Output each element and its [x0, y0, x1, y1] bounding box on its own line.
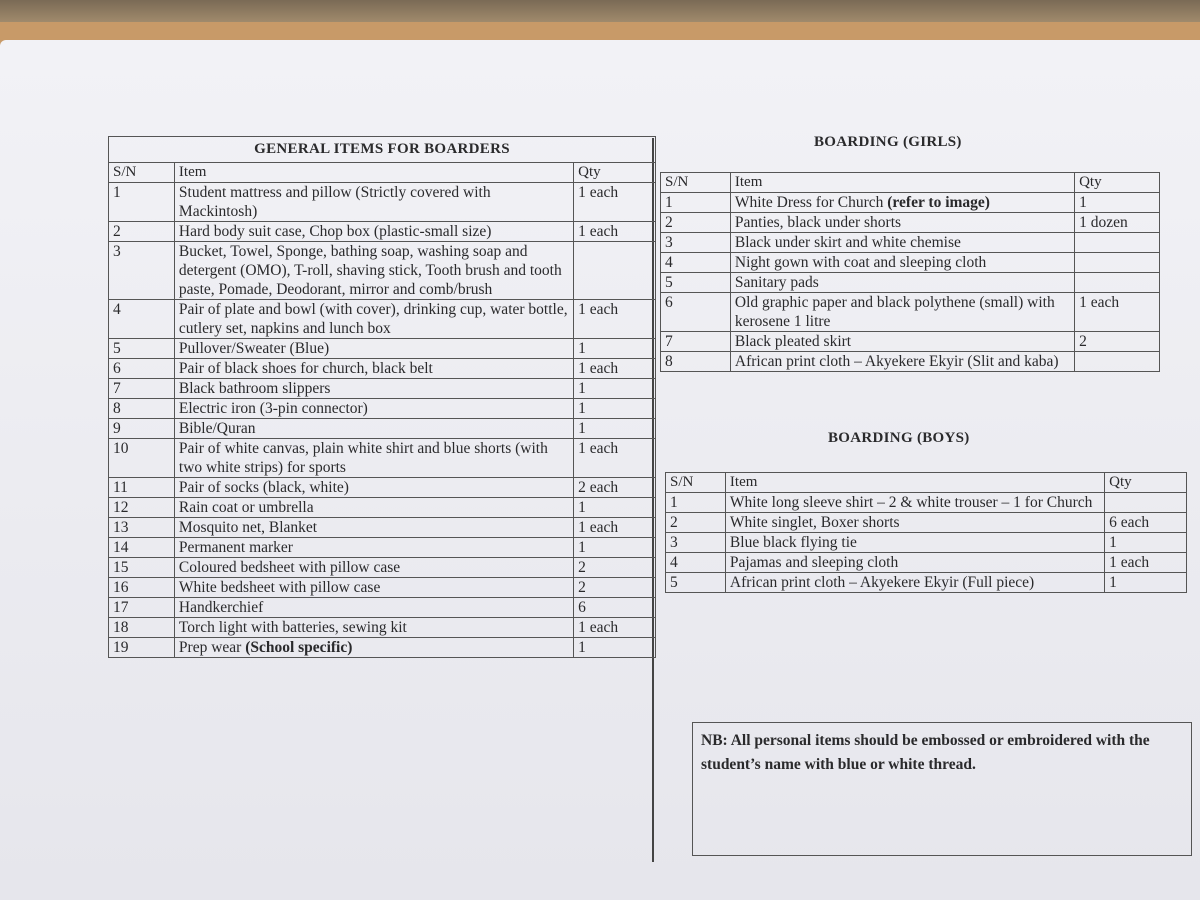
- row-item: [730, 293, 1074, 332]
- row-item: [725, 493, 1104, 513]
- row-qty: 6 each: [1105, 513, 1187, 533]
- row-item: [174, 598, 573, 618]
- row-item: [174, 578, 573, 598]
- row-sn: 9: [109, 419, 175, 439]
- row-item-text: Blue black flying tie: [729, 534, 857, 551]
- row-item-text: White singlet, Boxer shorts: [729, 514, 900, 531]
- header-qty: Qty: [574, 163, 656, 183]
- row-qty: 6: [574, 598, 656, 618]
- row-item: [730, 352, 1074, 372]
- row-item: [174, 242, 573, 300]
- row-qty: 2: [574, 558, 656, 578]
- boys-items-table: [665, 472, 1187, 593]
- row-qty: 1 each: [574, 618, 656, 638]
- table-row: [109, 598, 656, 618]
- row-item-text: White long sleeve shirt – 2 & white trouser – 1 for Church: [729, 494, 1093, 511]
- note-box: [692, 722, 1192, 856]
- row-qty: 1: [1105, 533, 1187, 553]
- row-item-text: Student mattress and pillow (Strictly covered with Mackintosh): [178, 184, 491, 220]
- row-item: [174, 638, 573, 658]
- table-header-row: [666, 473, 1187, 493]
- row-sn: 11: [109, 478, 175, 498]
- row-sn: 1: [661, 193, 731, 213]
- row-qty: 1 each: [574, 518, 656, 538]
- row-item: [174, 183, 573, 222]
- row-item-text: Pair of socks (black, white): [178, 479, 349, 496]
- row-item: [730, 332, 1074, 352]
- row-sn: 2: [661, 213, 731, 233]
- row-item: [174, 359, 573, 379]
- header-sn: S/N: [109, 163, 175, 183]
- table-row: [666, 553, 1187, 573]
- row-item-text: Rain coat or umbrella: [178, 499, 314, 516]
- row-qty: 1: [574, 498, 656, 518]
- row-item: [174, 498, 573, 518]
- row-qty: 2 each: [574, 478, 656, 498]
- table-row: [109, 339, 656, 359]
- table-row: [109, 518, 656, 538]
- row-item: [174, 379, 573, 399]
- row-qty: 1 each: [574, 359, 656, 379]
- table-row: [666, 493, 1187, 513]
- row-qty: 1: [1105, 573, 1187, 593]
- row-item: [730, 273, 1074, 293]
- row-sn: 12: [109, 498, 175, 518]
- row-item: [174, 222, 573, 242]
- table-row: [109, 359, 656, 379]
- row-item-text: Pajamas and sleeping cloth: [729, 554, 899, 571]
- row-item-text: Bucket, Towel, Sponge, bathing soap, washing soap and detergent (OMO), T-roll, shaving stick, Tooth brush and tooth paste, Pomade, Deodorant, mirror and comb/brush: [178, 243, 562, 298]
- row-item-text: Coloured bedsheet with pillow case: [178, 559, 401, 576]
- row-item-text: White bedsheet with pillow case: [178, 579, 381, 596]
- row-qty: 1 dozen: [1075, 213, 1160, 233]
- row-item-text: Pullover/Sweater (Blue): [178, 340, 330, 357]
- row-item: [174, 558, 573, 578]
- table-row: [109, 399, 656, 419]
- table-row: [109, 222, 656, 242]
- row-qty: 1 each: [1075, 293, 1160, 332]
- row-sn: 2: [666, 513, 726, 533]
- table-row: [666, 573, 1187, 593]
- table-row: [661, 213, 1160, 233]
- row-item-text: Black pleated skirt: [734, 333, 852, 350]
- row-item-text: Torch light with batteries, sewing kit: [178, 619, 407, 636]
- row-item: [730, 253, 1074, 273]
- row-item-text: Hard body suit case, Chop box (plastic-small size): [178, 223, 492, 240]
- row-qty: 1 each: [574, 222, 656, 242]
- row-sn: 3: [661, 233, 731, 253]
- row-item-text: Mosquito net, Blanket: [178, 519, 318, 536]
- row-sn: 10: [109, 439, 175, 478]
- general-items-table: [108, 136, 656, 658]
- row-item: [725, 533, 1104, 553]
- row-item: [174, 618, 573, 638]
- row-qty: [1075, 253, 1160, 273]
- table-row: [661, 253, 1160, 273]
- header-qty: Qty: [1105, 473, 1187, 493]
- row-qty: 1: [574, 379, 656, 399]
- row-qty: [1105, 493, 1187, 513]
- table-row: [666, 513, 1187, 533]
- table-row: [109, 478, 656, 498]
- table-row: [109, 578, 656, 598]
- row-item: [730, 193, 1074, 213]
- background-top: [0, 0, 1200, 22]
- row-item: [730, 233, 1074, 253]
- row-sn: 8: [109, 399, 175, 419]
- row-qty: [1075, 233, 1160, 253]
- row-qty: 1: [574, 538, 656, 558]
- row-item-text: Electric iron (3-pin connector): [178, 400, 368, 417]
- table-row: [661, 233, 1160, 253]
- general-items-title: GENERAL ITEMS FOR BOARDERS: [109, 137, 656, 163]
- row-item: [174, 300, 573, 339]
- row-sn: 2: [109, 222, 175, 242]
- row-sn: 3: [666, 533, 726, 553]
- row-item-text: Permanent marker: [178, 539, 293, 556]
- table-row: [109, 618, 656, 638]
- row-item: [174, 478, 573, 498]
- row-sn: 19: [109, 638, 175, 658]
- row-qty: [1075, 352, 1160, 372]
- row-sn: 16: [109, 578, 175, 598]
- row-item-text: Black under skirt and white chemise: [734, 234, 961, 251]
- row-qty: 1: [1075, 193, 1160, 213]
- row-sn: 6: [109, 359, 175, 379]
- row-qty: 1 each: [574, 183, 656, 222]
- row-item-text: Handkerchief: [178, 599, 264, 616]
- row-sn: 5: [666, 573, 726, 593]
- row-item: [725, 553, 1104, 573]
- row-item: [725, 573, 1104, 593]
- row-item-emphasis: (School specific): [245, 639, 353, 656]
- row-qty: [574, 242, 656, 300]
- header-item: Item: [174, 163, 573, 183]
- row-sn: 4: [109, 300, 175, 339]
- row-item-text: White Dress for Church: [734, 194, 884, 211]
- header-sn: S/N: [666, 473, 726, 493]
- table-row: [661, 293, 1160, 332]
- row-qty: 1 each: [1105, 553, 1187, 573]
- row-qty: 1 each: [574, 300, 656, 339]
- row-item-text: Bible/Quran: [178, 420, 256, 437]
- row-item: [174, 399, 573, 419]
- table-row: [109, 419, 656, 439]
- row-item-text: Old graphic paper and black polythene (small) with kerosene 1 litre: [734, 294, 1055, 330]
- row-item-text: Panties, black under shorts: [734, 214, 902, 231]
- table-row: [109, 300, 656, 339]
- row-item-text: Pair of black shoes for church, black belt: [178, 360, 433, 377]
- table-row: [666, 533, 1187, 553]
- table-row: [661, 273, 1160, 293]
- row-sn: 5: [661, 273, 731, 293]
- table-row: [109, 439, 656, 478]
- header-qty: Qty: [1075, 173, 1160, 193]
- row-item-text: Pair of plate and bowl (with cover), drinking cup, water bottle, cutlery set, napkins and lunch box: [178, 301, 568, 337]
- table-row: [109, 242, 656, 300]
- header-item: Item: [725, 473, 1104, 493]
- note-text: NB: All personal items should be embossed or embroidered with the student’s name with blue or white thread.: [701, 732, 1150, 773]
- row-sn: 5: [109, 339, 175, 359]
- header-sn: S/N: [661, 173, 731, 193]
- row-sn: 6: [661, 293, 731, 332]
- row-item-text: Pair of white canvas, plain white shirt and blue shorts (with two white strips) for sports: [178, 440, 548, 476]
- row-qty: 2: [574, 578, 656, 598]
- row-sn: 17: [109, 598, 175, 618]
- row-sn: 18: [109, 618, 175, 638]
- row-qty: 2: [1075, 332, 1160, 352]
- table-row: [109, 558, 656, 578]
- girls-section-title: BOARDING (GIRLS): [814, 134, 962, 150]
- row-item: [174, 439, 573, 478]
- row-qty: 1: [574, 399, 656, 419]
- row-item-text: Night gown with coat and sleeping cloth: [734, 254, 987, 271]
- row-qty: 1: [574, 638, 656, 658]
- row-sn: 3: [109, 242, 175, 300]
- header-item: Item: [730, 173, 1074, 193]
- row-item-text: Prep wear: [178, 639, 242, 656]
- girls-items-table: [660, 172, 1160, 372]
- row-sn: 15: [109, 558, 175, 578]
- table-row: [109, 498, 656, 518]
- row-item-text: Black bathroom slippers: [178, 380, 331, 397]
- table-row: [661, 352, 1160, 372]
- table-row: [661, 332, 1160, 352]
- row-sn: 14: [109, 538, 175, 558]
- table-row: [661, 193, 1160, 213]
- row-item: [174, 538, 573, 558]
- table-row: [109, 638, 656, 658]
- row-item: [730, 213, 1074, 233]
- row-sn: 8: [661, 352, 731, 372]
- table-row: [109, 538, 656, 558]
- row-sn: 4: [661, 253, 731, 273]
- row-sn: 4: [666, 553, 726, 573]
- row-item-emphasis: (refer to image): [887, 194, 990, 211]
- row-qty: 1: [574, 339, 656, 359]
- boys-section-title: BOARDING (BOYS): [828, 430, 970, 446]
- table-row: [109, 379, 656, 399]
- row-qty: 1 each: [574, 439, 656, 478]
- row-sn: 1: [109, 183, 175, 222]
- row-item: [174, 518, 573, 538]
- table-row: [109, 183, 656, 222]
- row-item-text: African print cloth – Akyekere Ekyir (Full piece): [729, 574, 1035, 591]
- row-item: [174, 419, 573, 439]
- row-sn: 7: [661, 332, 731, 352]
- row-sn: 13: [109, 518, 175, 538]
- row-sn: 1: [666, 493, 726, 513]
- row-item-text: Sanitary pads: [734, 274, 819, 291]
- row-item-text: African print cloth – Akyekere Ekyir (Slit and kaba): [734, 353, 1059, 370]
- row-qty: [1075, 273, 1160, 293]
- table-header-row: [109, 163, 656, 183]
- row-item: [174, 339, 573, 359]
- row-sn: 7: [109, 379, 175, 399]
- table-header-row: [661, 173, 1160, 193]
- row-item: [725, 513, 1104, 533]
- row-qty: 1: [574, 419, 656, 439]
